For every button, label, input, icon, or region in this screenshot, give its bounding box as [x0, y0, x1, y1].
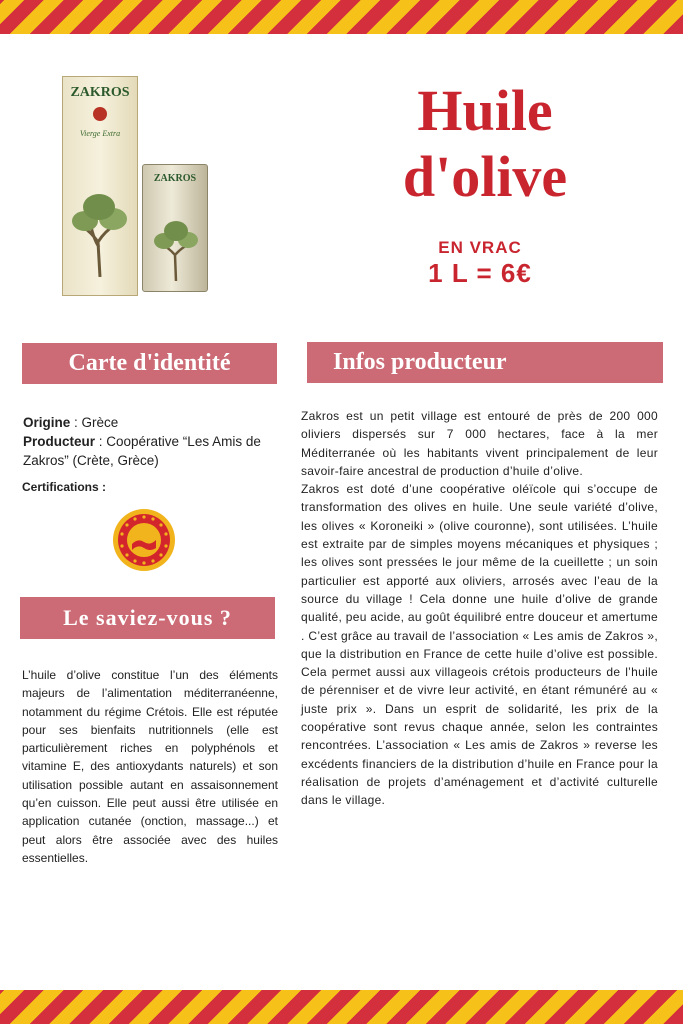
- top-stripe-border: [0, 0, 683, 34]
- title-line-1: Huile: [417, 78, 553, 143]
- olive-oil-can: [142, 164, 208, 292]
- bottom-stripe-border: [0, 990, 683, 1024]
- olive-oil-box: [62, 76, 138, 296]
- price-label: 1 L = 6€: [428, 258, 532, 288]
- page-title: [370, 78, 600, 210]
- olive-tree-icon: [71, 187, 129, 277]
- bulk-label: EN VRAC: [438, 238, 522, 257]
- origin-value: : Grèce: [70, 415, 119, 430]
- producer-value: : Coopérative “Les Amis de Zakros” (Crète, Grèce): [23, 434, 261, 468]
- box-subtitle: Vierge Extra: [79, 129, 121, 138]
- producer-label: Producteur: [23, 434, 96, 449]
- producer-info-paragraph-1: Zakros est un petit village est entouré de près de 200 000 oliviers dispersés sur 7 000 hectares, face à la mer Méditerranée où les habitants vivent principalement de leur savoir-faire ancestral de production d’huile d’olive.: [301, 409, 658, 478]
- producer-line: [23, 432, 278, 470]
- did-you-know-text: L’huile d’olive constitue l’un des éléments majeurs de l’alimentation méditerranéenne, notamment du régime Crétois. Elle est réputée pour ses bienfaits nutritionnels (elle est particulièrement riches en polyphénols et vitamine E, des antioxydants naturels) et son utilisation possible autant en assaisonnement qu’en cuisson. Elle peut aussi être utilisée en application cutanée (onction, massage...) et peut alors être associée avec des huiles essentielles.: [22, 668, 278, 865]
- olive-tree-icon: [153, 217, 199, 281]
- producer-info-paragraph-2: Zakros est doté d’une coopérative oléïcole qui s’occupe de transformation des olives en huile. Une seule variété d’olive, les olives « Koroneiki » (olive couronne), sont utilisées. L’huile est extraite par de simples moyens mécaniques et physiques ; les olives sont pressées le jour même de la cueillette ; un soin particulier est apporté aux oliviers, arrosés avec l’eau de la source du village ! Cela donne une huile d’olive de grande qualité, peu acide, au goût équilibré entre douceur et amertume . C’est grâce au travail de l’association « Les amis de Zakros », que la distribution en France de cette huile d’olive est possible. Cela permet aussi aux villageois crétois producteurs de l’huile de pérenniser et de vivre leur activité, en étant rémunéré au « juste prix ». Dans un esprit de solidarité, les prix de la coopérative sont revus chaque année, selon les contraintes rencontrées. L’association « Les amis de Zakros » reverse les excédents financiers de la distribution d’huile en France pour la réalisation de projets d’aménagement et d’activité culturelle dans le village.: [301, 482, 658, 808]
- medal-icon: [93, 107, 107, 121]
- origin-line: [23, 413, 278, 432]
- certifications-label: Certifications :: [22, 480, 107, 494]
- can-brand: ZAKROS: [153, 173, 197, 184]
- aop-seal-icon: [112, 508, 176, 572]
- producer-info-text: [301, 407, 658, 810]
- product-image: [50, 68, 220, 308]
- origin-label: Origine: [23, 415, 71, 430]
- did-you-know-heading: Le saviez-vous ?: [20, 597, 275, 639]
- identity-card: [23, 413, 278, 470]
- title-line-2: d'olive: [402, 144, 568, 209]
- producer-info-heading: Infos producteur: [307, 342, 663, 383]
- box-brand: ZAKROS: [70, 85, 130, 100]
- identity-heading: Carte d'identité: [22, 343, 277, 384]
